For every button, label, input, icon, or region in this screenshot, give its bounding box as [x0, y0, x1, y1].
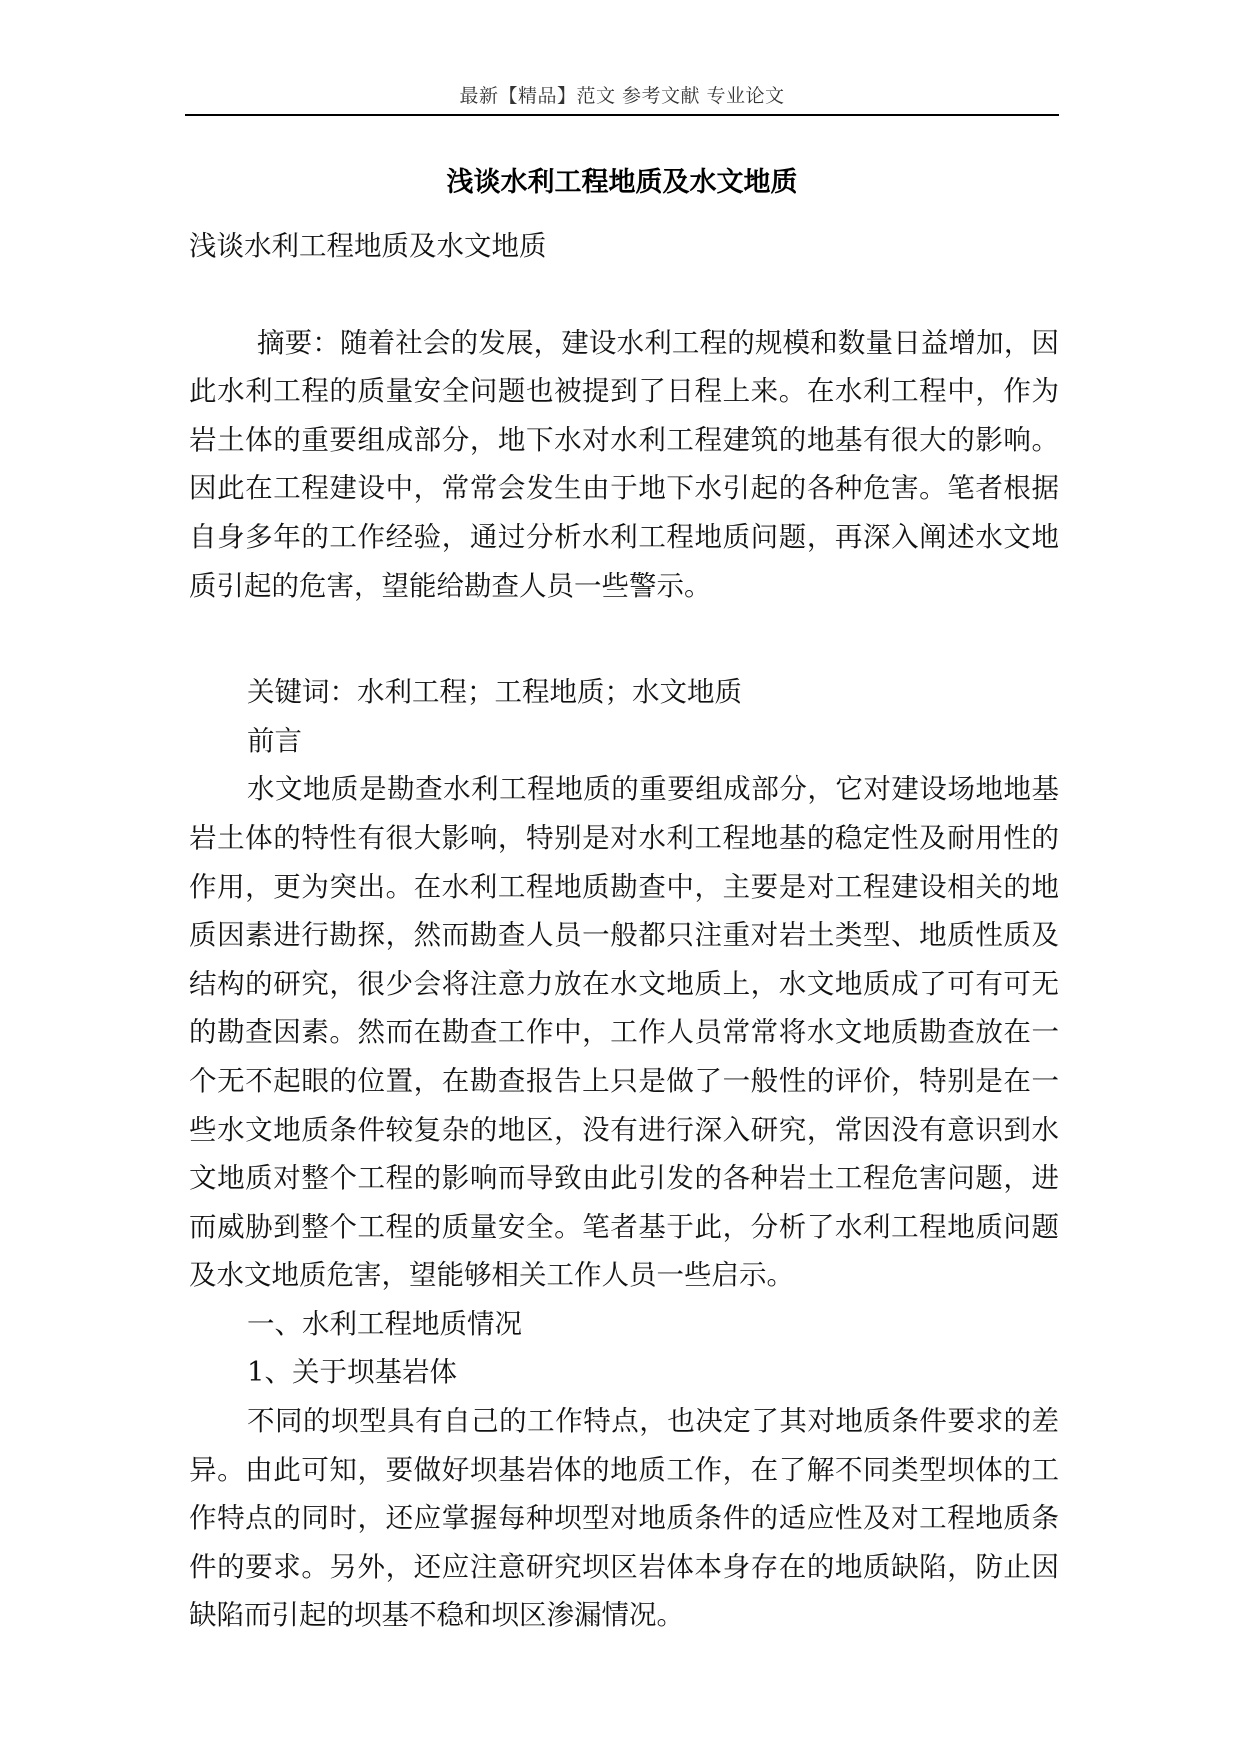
document-body: [189, 222, 1059, 1640]
page-header: 最新【精品】范文 参考文献 专业论文: [459, 85, 785, 107]
subsection-heading: 1、关于坝基岩体: [247, 1356, 457, 1389]
abstract-paragraph: 摘要：随着社会的发展，建设水利工程的规模和数量日益增加，因此水利工程的质量安全问题也被提到了日程上来。在水利工程中，作为岩土体的重要组成部分，地下水对水利工程建筑的地基有很大的影响。因此在工程建设中，常常会发生由于地下水引起的各种危害。笔者根据自身多年的工作经验，通过分析水利工程地质问题，再深入阐述水文地质引起的危害，望能给勘查人员一些警示。: [189, 326, 1059, 602]
subsection-paragraph: 不同的坝型具有自己的工作特点，也决定了其对地质条件要求的差异。由此可知，要做好坝基岩体的地质工作，在了解不同类型坝体的工作特点的同时，还应掌握每种坝型对地质条件的适应性及对工程地质条件的要求。另外，还应注意研究坝区岩体本身存在的地质缺陷，防止因缺陷而引起的坝基不稳和坝区渗漏情况。: [189, 1405, 1059, 1632]
spacer: [189, 271, 1059, 319]
keywords-line: 关键词：水利工程；工程地质；水文地质: [247, 676, 742, 709]
preface-heading: 前言: [247, 724, 302, 757]
header-divider: [185, 114, 1059, 116]
document-title: 浅谈水利工程地质及水文地质: [446, 167, 798, 198]
section-heading: 一、水利工程地质情况: [247, 1307, 522, 1340]
document-subtitle: 浅谈水利工程地质及水文地质: [189, 230, 547, 262]
spacer: [189, 610, 1059, 668]
preface-paragraph: 水文地质是勘查水利工程地质的重要组成部分，它对建设场地地基岩土体的特性有很大影响，特别是对水利工程地基的稳定性及耐用性的作用，更为突出。在水利工程地质勘查中，主要是对工程建设相关的地质因素进行勘探，然而勘查人员一般都只注重对岩土类型、地质性质及结构的研究，很少会将注意力放在水文地质上，水文地质成了可有可无的勘查因素。然而在勘查工作中，工作人员常常将水文地质勘查放在一个无不起眼的位置，在勘查报告上只是做了一般性的评价，特别是在一些水文地质条件较复杂的地区，没有进行深入研究，常因没有意识到水文地质对整个工程的影响而导致由此引发的各种岩土工程危害问题，进而威胁到整个工程的质量安全。笔者基于此，分析了水利工程地质问题及水文地质危害，望能够相关工作人员一些启示。: [189, 773, 1059, 1292]
